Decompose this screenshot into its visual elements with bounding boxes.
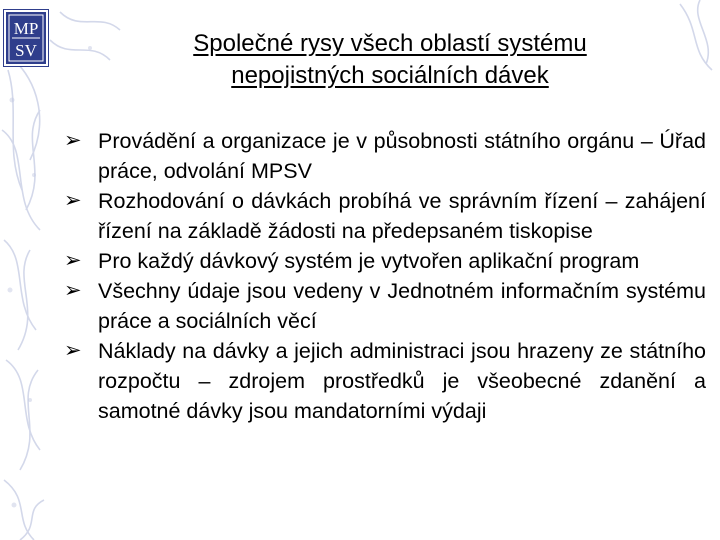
bullet-list <box>64 126 706 426</box>
slide-title <box>60 28 720 92</box>
arrow-bullet-icon: ➢ <box>64 129 82 152</box>
slide-title-line-1: Společné rysy všech oblastí systému <box>193 30 587 57</box>
bullet-item <box>64 336 706 426</box>
bullet-text: Náklady na dávky a jejich administraci jsou hrazeny ze státního rozpočtu – zdrojem prostředků je všeobecné zdanění a samotné dávky jsou mandatorními výdaji <box>98 339 706 423</box>
bullet-item <box>64 246 706 276</box>
arrow-bullet-icon: ➢ <box>64 339 82 362</box>
bullet-text: Všechny údaje jsou vedeny v Jednotném informačním systému práce a sociálních věcí <box>98 279 706 333</box>
arrow-bullet-icon: ➢ <box>64 249 82 272</box>
bullet-item <box>64 276 706 336</box>
svg-text:MP: MP <box>13 19 39 38</box>
svg-text:SV: SV <box>15 41 37 60</box>
bullet-text: Pro každý dávkový systém je vytvořen aplikační program <box>98 249 640 273</box>
slide-title-line-2: nepojistných sociálních dávek <box>231 62 549 89</box>
bullet-text: Provádění a organizace je v působnosti státního orgánu – Úřad práce, odvolání MPSV <box>98 129 706 183</box>
arrow-bullet-icon: ➢ <box>64 279 82 302</box>
bullet-item <box>64 126 706 186</box>
slide-content <box>64 126 706 426</box>
bullet-text: Rozhodování o dávkách probíhá ve správním řízení – zahájení řízení na základě žádosti na předepsaném tiskopise <box>98 189 706 243</box>
mpsv-logo <box>4 10 48 66</box>
arrow-bullet-icon: ➢ <box>64 189 82 212</box>
bullet-item <box>64 186 706 246</box>
